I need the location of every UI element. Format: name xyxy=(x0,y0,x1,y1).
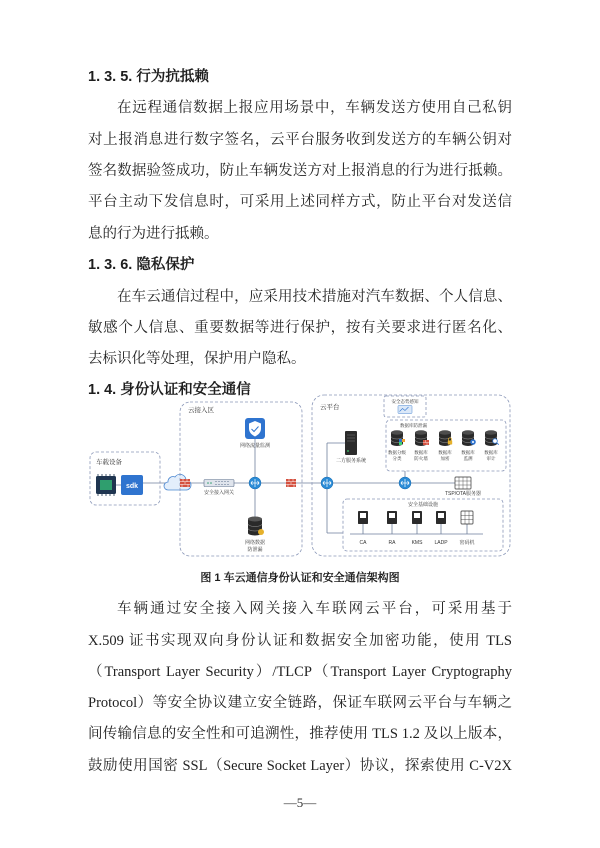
sdk-label: sdk xyxy=(125,483,139,490)
monitor-screen-icon xyxy=(398,406,412,414)
infrastructure-item-label: LADP xyxy=(434,540,448,546)
router-icon xyxy=(399,477,411,489)
infrastructure-item-label: KMS xyxy=(411,540,423,546)
infrastructure-bus-line xyxy=(350,524,483,534)
paragraph-line: 去标识化等处理，保护用户隐私。 xyxy=(88,351,306,367)
router-icon xyxy=(249,477,261,489)
network-dlp-label-line-2: 防泄漏 xyxy=(247,547,263,553)
section-heading-1-4: 1. 4. 身份认证和安全通信 xyxy=(88,382,251,398)
server-icon xyxy=(345,431,357,455)
sdk-icon xyxy=(121,475,143,495)
page-number: —5— xyxy=(283,795,317,810)
paragraph-line: 在远程通信数据上报应用场景中，车辆发送方使用自己私钥 xyxy=(117,100,512,116)
db-item-label: 防火墙 xyxy=(414,456,428,461)
database-dlp-title: 数据库防泄漏 xyxy=(400,423,427,428)
db-item-label: 数据库 xyxy=(461,450,475,455)
paragraph-line: 车辆通过安全接入网关接入车联网云平台，可采用基于 xyxy=(117,601,512,617)
db-item-label: 监测 xyxy=(463,456,473,461)
paragraph-line: 签名数据验签成功，防止车辆发送方对上报消息的行为进行抵赖。 xyxy=(88,163,512,179)
paragraph-line: 鼓励使用国密 SSL（Secure Socket Layer）协议，探索使用 C-V2X xyxy=(88,758,512,774)
traffic-monitor-label: 网络流量监测 xyxy=(239,443,271,449)
ra-device-icon xyxy=(387,511,397,524)
paragraph-line: 息的行为进行抵赖。 xyxy=(88,226,219,242)
vehicle-chip-icon xyxy=(96,474,116,496)
section-heading-1-3-6: 1. 3. 6. 隐私保护 xyxy=(88,257,195,273)
cloud-access-zone xyxy=(180,402,302,556)
firewall-icon xyxy=(180,479,190,487)
paragraph-line: （Transport Layer Security）/TLCP（Transport Layer Cryptography xyxy=(88,664,512,680)
paragraph-line: 间传输信息的安全性和可追溯性，推荐使用 TLS 1.2 及以上版本， xyxy=(88,726,512,742)
paragraph-line: 在车云通信过程中，应采用技术措施对汽车数据、个人信息、 xyxy=(117,289,512,305)
data-classification-icon xyxy=(391,430,405,446)
cloud-platform-zone xyxy=(312,395,510,556)
security-infrastructure-title: 安全基础设施 xyxy=(407,502,439,508)
db-item-label: 数据库 xyxy=(414,450,428,455)
db-item-label: 审计 xyxy=(486,456,496,461)
ldap-device-icon xyxy=(436,511,446,524)
service-system-label: 二方服务系统 xyxy=(335,458,367,464)
database-monitoring-icon xyxy=(462,430,476,446)
kms-device-icon xyxy=(412,511,422,524)
router-icon xyxy=(321,477,333,489)
figure-caption: 图 1 车云通信身份认证和安全通信架构图 xyxy=(200,572,400,584)
paragraph-line: 敏感个人信息、重要数据等进行保护，按有关要求进行匿名化、 xyxy=(88,320,512,336)
infrastructure-item-label: CA xyxy=(359,540,367,546)
security-gateway-icon xyxy=(204,480,234,487)
db-item-label: 加密 xyxy=(440,456,450,461)
section-heading-1-3-5: 1. 3. 5. 行为抗抵赖 xyxy=(88,69,209,85)
network-dlp-label-line-1: 网络数据 xyxy=(244,540,266,546)
ca-device-icon xyxy=(358,511,368,524)
security-gateway-label: 安全接入网关 xyxy=(203,490,235,496)
situational-awareness-label: 安全态势感知 xyxy=(391,399,419,404)
tsp-ota-server-icon xyxy=(455,477,471,489)
infrastructure-item-label: 密码机 xyxy=(459,540,475,546)
vehicle-zone-title: 车载设备 xyxy=(96,459,122,466)
crypto-machine-icon xyxy=(461,511,473,524)
paragraph-line: X.509 证书实现双向身份认证和数据安全加密功能，使用 TLS xyxy=(88,633,512,649)
db-item-label: 分类 xyxy=(392,456,402,461)
db-item-label: 数据分级 xyxy=(388,450,406,455)
network-dlp-database-icon xyxy=(248,517,264,536)
paragraph-line: Protocol）等安全协议建立安全链路，保证车联网云平台与车辆之 xyxy=(88,695,512,711)
infrastructure-item-label: RA xyxy=(388,540,396,546)
tsp-ota-label: TSP/OTA服务器 xyxy=(444,491,482,497)
traffic-monitor-shield-icon xyxy=(245,418,265,439)
database-firewall-icon xyxy=(415,430,429,446)
firewall-icon xyxy=(286,479,296,487)
paragraph-line: 对上报消息进行数字签名，云平台服务收到发送方的车辆公钥对 xyxy=(88,132,512,148)
db-item-label: 数据库 xyxy=(484,450,498,455)
database-encryption-icon xyxy=(439,430,452,446)
architecture-diagram xyxy=(88,393,512,563)
db-item-label: 数据库 xyxy=(438,450,452,455)
cloud-platform-title: 云平台 xyxy=(320,404,340,411)
cloud-access-zone-title: 云接入区 xyxy=(188,407,214,414)
paragraph-line: 平台主动下发信息时，可采用上述同样方式，防止平台对发送信 xyxy=(88,194,512,210)
database-audit-icon xyxy=(485,430,499,446)
